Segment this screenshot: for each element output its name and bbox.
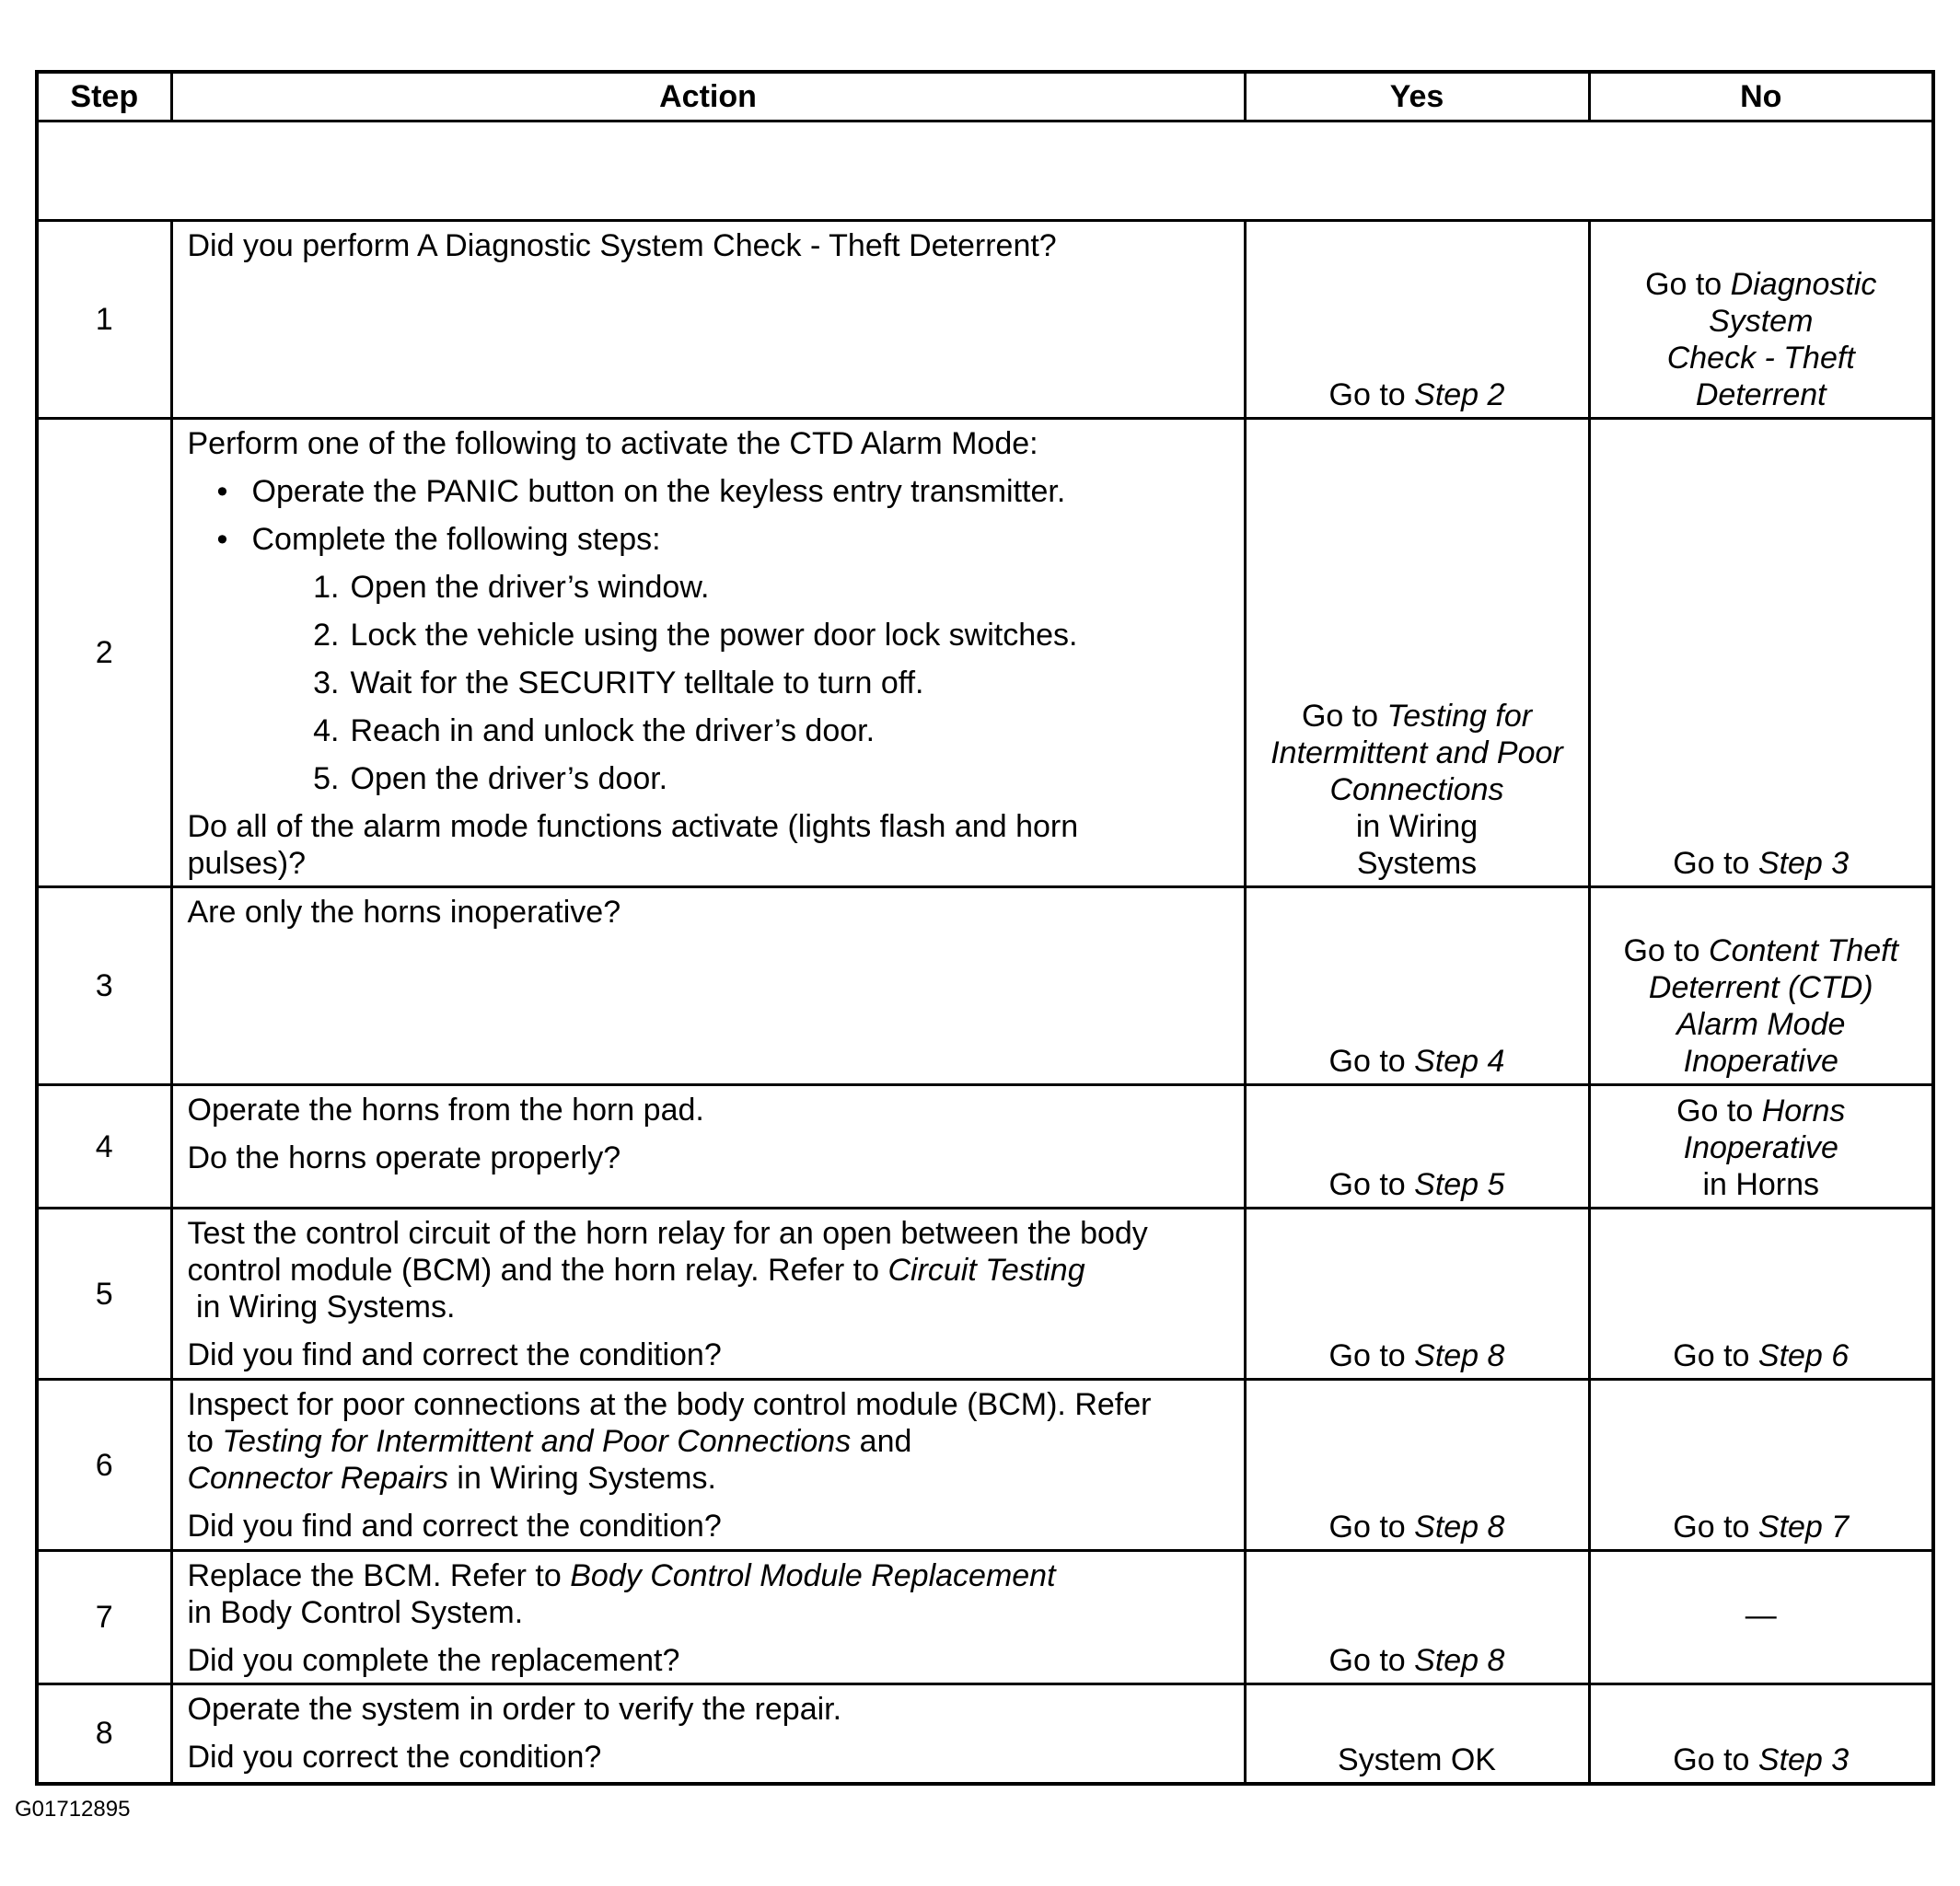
yes-ref: Step 4 (1414, 1044, 1505, 1079)
yes-ref: Connections (1329, 772, 1504, 807)
no-prefix: Go to (1673, 1510, 1758, 1545)
no-ref: Content Theft (1709, 933, 1899, 968)
substep-item: 4. Reach in and unlock the driver’s door. (313, 713, 876, 748)
step-number: 5 (37, 1209, 171, 1380)
step-number: 7 (37, 1551, 171, 1684)
action-question: Did you correct the condition? (187, 1740, 602, 1775)
no-ref: Inoperative (1683, 1044, 1838, 1079)
no-ref: Check - Theft (1666, 341, 1855, 376)
table-row (37, 887, 1933, 1085)
action-text: in Body Control System. (187, 1595, 524, 1630)
table-row (37, 419, 1933, 887)
action-question: Did you find and correct the condition? (187, 1337, 722, 1372)
no-ref: System (1709, 304, 1814, 339)
no-prefix: Go to (1673, 1338, 1758, 1373)
yes-cell (1245, 1380, 1589, 1551)
no-prefix: Go to (1623, 933, 1710, 968)
step-number: 8 (37, 1684, 171, 1784)
action-cell (171, 1085, 1245, 1209)
action-ref: Body Control Module Replacement (570, 1558, 1056, 1593)
action-cell (171, 1684, 1245, 1784)
action-cell (171, 887, 1245, 1085)
no-ref: Inoperative (1683, 1130, 1838, 1165)
no-ref: Alarm Mode (1676, 1007, 1846, 1042)
yes-ref: Step 5 (1414, 1167, 1505, 1202)
action-text: Replace the BCM. Refer to Body Control Module Replacement (187, 1558, 1056, 1593)
yes-prefix: Go to (1328, 1167, 1415, 1202)
action-question: Did you complete the replacement? (187, 1643, 680, 1678)
no-prefix: Go to (1673, 846, 1758, 881)
no-suffix: in Horns (1702, 1167, 1820, 1202)
figure-id: G01712895 (15, 1797, 131, 1822)
step-number: 6 (37, 1380, 171, 1551)
action-question: Did you find and correct the condition? (187, 1509, 722, 1544)
table-row (37, 1684, 1933, 1784)
no-cell (1589, 1551, 1933, 1684)
bullet-item: • Complete the following steps: (216, 522, 661, 557)
diagnostic-table (35, 70, 1935, 1786)
bullet-icon: • (216, 522, 228, 557)
no-prefix: Go to (1673, 1741, 1758, 1777)
yes-suffix: Systems (1356, 846, 1478, 881)
action-text: control module (BCM) and the horn relay. Refer to Circuit Testing (187, 1253, 1085, 1288)
yes-ref: Step 8 (1414, 1510, 1505, 1545)
no-ref: Step 3 (1757, 1741, 1850, 1777)
step-number: 3 (37, 887, 171, 1085)
header-row (37, 72, 1933, 121)
action-text: to Testing for Intermittent and Poor Connections and (187, 1424, 912, 1459)
header-yes: Yes (1245, 72, 1589, 121)
no-cell (1589, 1380, 1933, 1551)
action-text: Connector Repairs in Wiring Systems. (187, 1461, 716, 1496)
header-no: No (1589, 72, 1933, 121)
header-step: Step (37, 72, 171, 121)
action-ref: Testing for Intermittent and Poor Connections (222, 1424, 852, 1459)
action-ref: Connector Repairs (187, 1461, 448, 1496)
no-ref: Deterrent (1695, 377, 1827, 412)
action-ref: Circuit Testing (887, 1253, 1085, 1288)
no-cell (1589, 887, 1933, 1085)
no-dash: — (1745, 1598, 1777, 1633)
yes-prefix: Go to (1328, 1510, 1415, 1545)
yes-cell (1245, 887, 1589, 1085)
bullet-icon: • (216, 474, 228, 509)
yes-cell (1245, 1684, 1589, 1784)
yes-cell (1245, 1551, 1589, 1684)
table-row (37, 1551, 1933, 1684)
action-question: Do the horns operate properly? (187, 1140, 621, 1175)
no-prefix: Go to (1645, 267, 1731, 302)
action-question: Do all of the alarm mode functions activate (lights flash and horn (187, 809, 1079, 844)
no-cell (1589, 1209, 1933, 1380)
yes-prefix: Go to (1328, 1044, 1415, 1079)
yes-prefix: Go to (1328, 1643, 1415, 1678)
no-ref: Diagnostic (1730, 267, 1877, 302)
yes-prefix: Go to (1328, 1338, 1415, 1373)
substep-item: 5. Open the driver’s door. (313, 761, 668, 796)
no-prefix: Go to (1676, 1093, 1762, 1128)
action-cell (171, 1209, 1245, 1380)
yes-prefix: Go to (1328, 377, 1415, 412)
substep-item: 2. Lock the vehicle using the power door lock switches. (313, 618, 1078, 653)
table-row (37, 221, 1933, 419)
action-text: Are only the horns inoperative? (187, 895, 621, 930)
blank-cell (37, 121, 1933, 221)
action-cell (171, 1551, 1245, 1684)
yes-cell (1245, 1085, 1589, 1209)
bullet-item: • Operate the PANIC button on the keyless entry transmitter. (216, 474, 1066, 509)
yes-cell (1245, 1209, 1589, 1380)
action-text: Operate the horns from the horn pad. (187, 1093, 704, 1128)
step-number: 1 (37, 221, 171, 419)
no-cell (1589, 1085, 1933, 1209)
yes-ref: Step 2 (1414, 377, 1505, 412)
action-cell (171, 1380, 1245, 1551)
substep-item: 3. Wait for the SECURITY telltale to turn off. (313, 665, 924, 700)
yes-ref: Testing for (1386, 699, 1533, 734)
no-ref: Step 3 (1757, 846, 1850, 881)
step-number: 4 (37, 1085, 171, 1209)
action-text: Test the control circuit of the horn relay for an open between the body (187, 1216, 1148, 1251)
yes-cell (1245, 221, 1589, 419)
action-cell (171, 419, 1245, 887)
action-text: Operate the system in order to verify the repair. (187, 1692, 842, 1727)
no-cell (1589, 419, 1933, 887)
action-text: in Wiring Systems. (187, 1290, 456, 1325)
yes-prefix: Go to (1301, 699, 1387, 734)
action-text: Did you perform A Diagnostic System Check - Theft Deterrent? (187, 228, 1057, 263)
no-ref: Step 7 (1757, 1510, 1850, 1545)
blank-row (37, 121, 1933, 221)
table-row (37, 1085, 1933, 1209)
no-cell (1589, 1684, 1933, 1784)
no-ref: Horns (1761, 1093, 1846, 1128)
table-row (37, 1209, 1933, 1380)
yes-text: System OK (1338, 1741, 1496, 1777)
yes-suffix: in Wiring (1355, 809, 1479, 844)
action-question: pulses)? (187, 846, 307, 881)
yes-cell (1245, 419, 1589, 887)
yes-ref: Intermittent and Poor (1270, 735, 1563, 770)
no-cell (1589, 221, 1933, 419)
action-cell (171, 221, 1245, 419)
yes-ref: Step 8 (1414, 1338, 1505, 1373)
no-ref: Deterrent (CTD) (1648, 970, 1873, 1005)
table-row (37, 1380, 1933, 1551)
action-text: Inspect for poor connections at the body control module (BCM). Refer (187, 1387, 1152, 1422)
header-action: Action (171, 72, 1245, 121)
step-number: 2 (37, 419, 171, 887)
yes-ref: Step 8 (1414, 1643, 1505, 1678)
action-intro: Perform one of the following to activate the CTD Alarm Mode: (187, 426, 1038, 461)
no-ref: Step 6 (1757, 1338, 1850, 1373)
substep-item: 1. Open the driver’s window. (313, 570, 710, 605)
